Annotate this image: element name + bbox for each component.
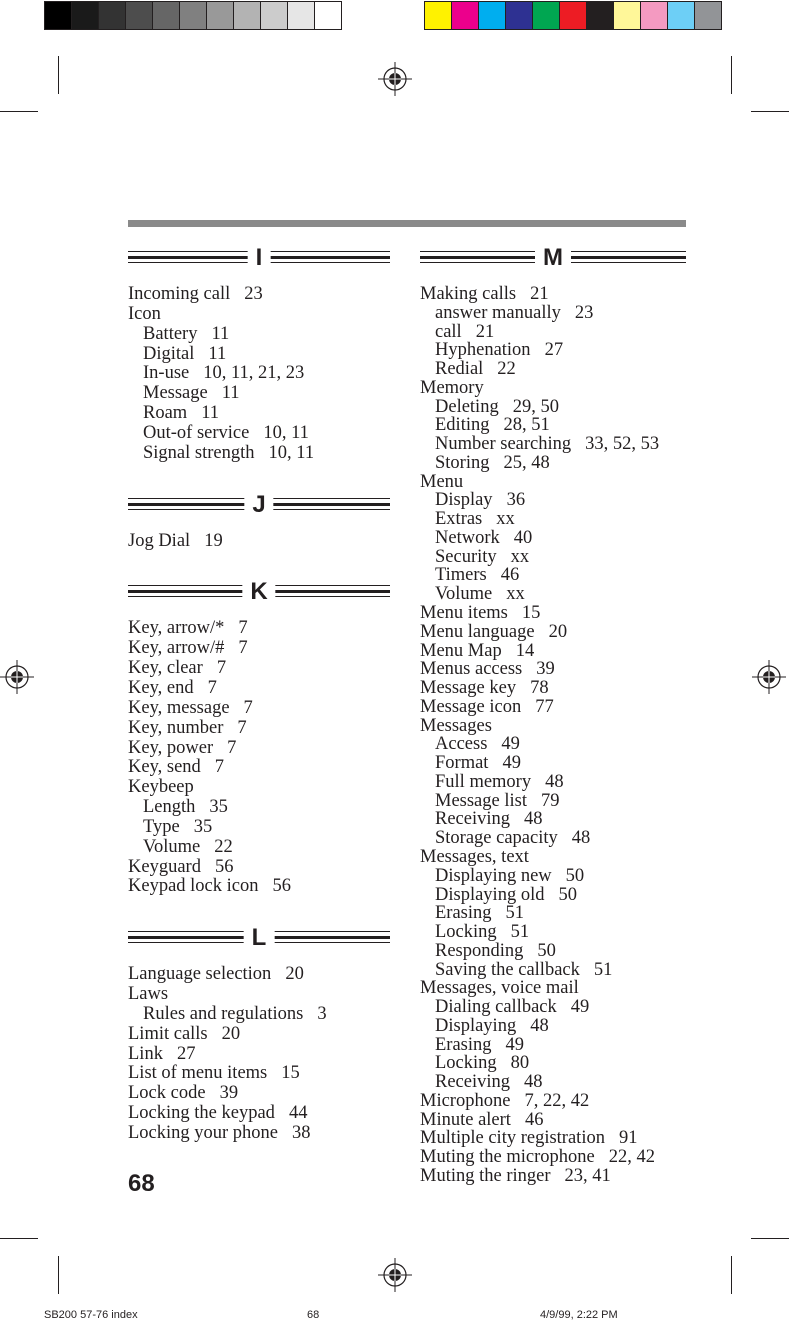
index-subentry — [420, 1017, 686, 1036]
index-subentry — [128, 444, 390, 464]
page-reference: 39 — [536, 659, 555, 680]
page-reference: xx — [506, 584, 525, 605]
color-swatch — [153, 2, 180, 29]
index-subentry — [420, 435, 686, 454]
page-reference: 27 — [176, 1043, 196, 1064]
index-term: Erasing — [435, 1034, 492, 1055]
index-entry — [128, 699, 390, 719]
index-entry — [128, 1025, 390, 1045]
index-subentry — [420, 829, 686, 848]
index-subentry — [128, 345, 390, 365]
crop-mark — [0, 111, 38, 112]
index-term: Muting the ringer — [420, 1165, 551, 1186]
index-term: Key, send — [128, 757, 201, 778]
index-entry — [128, 679, 390, 699]
index-term: Language selection — [128, 964, 272, 985]
page-reference: 44 — [288, 1103, 308, 1124]
index-subentry — [420, 735, 686, 754]
index-subentry — [420, 867, 686, 886]
index-subentry — [128, 384, 390, 404]
index-term: Volume — [143, 836, 201, 857]
color-swatch — [99, 2, 126, 29]
index-entry — [128, 305, 390, 325]
page-reference: 3 — [317, 1003, 327, 1024]
index-subentry — [420, 886, 686, 905]
index-entry — [420, 1129, 686, 1148]
page-reference: 25, 48 — [503, 452, 550, 473]
page-reference: 48 — [571, 828, 591, 849]
index-term: Key, clear — [128, 658, 203, 679]
index-term: List of menu items — [128, 1063, 268, 1084]
section-letter: I — [248, 244, 271, 272]
index-term: Keypad lock icon — [128, 876, 259, 897]
index-entry — [420, 379, 686, 398]
index-entry — [420, 660, 686, 679]
index-entry — [128, 758, 390, 778]
index-term: Icon — [128, 303, 161, 324]
page-reference: 14 — [515, 640, 535, 661]
section-heading-l — [128, 925, 390, 953]
registration-mark-icon — [752, 660, 786, 694]
registration-mark-icon — [378, 1258, 412, 1292]
page-reference: 10, 11, 21, 23 — [203, 363, 305, 384]
page-reference: 49 — [501, 734, 520, 755]
index-term: Length — [143, 797, 196, 818]
section-letter: J — [244, 491, 273, 519]
page-reference: 7, 22, 42 — [524, 1090, 590, 1111]
page-reference: 11 — [208, 343, 227, 364]
index-entry — [420, 698, 686, 717]
index-term: Lock code — [128, 1083, 206, 1104]
index-subentry — [128, 364, 390, 384]
page-reference: 15 — [281, 1063, 300, 1084]
index-term: Digital — [143, 343, 195, 364]
index-term: Messages, text — [420, 846, 529, 867]
page-reference: 7 — [207, 677, 217, 698]
page-reference: 78 — [530, 678, 549, 699]
index-term: answer manually — [435, 302, 561, 323]
section-heading-k — [128, 579, 390, 607]
page-reference: 28, 51 — [503, 415, 550, 436]
index-term: Rules and regulations — [143, 1003, 304, 1024]
index-entry — [420, 473, 686, 492]
index-entry — [420, 623, 686, 642]
index-term: Messages — [420, 715, 492, 736]
grayscale-calibration-bar — [44, 1, 342, 30]
footer-file: SB200 57-76 index — [44, 1309, 138, 1321]
index-subentry — [128, 1005, 390, 1025]
index-term: Editing — [435, 415, 490, 436]
index-entry — [420, 679, 686, 698]
index-term: Muting the microphone — [420, 1147, 595, 1168]
page-reference: 77 — [535, 696, 554, 717]
index-subentry — [128, 424, 390, 444]
page-reference: 10, 11 — [263, 422, 309, 443]
page-reference: 50 — [565, 865, 585, 886]
index-term: Menu Map — [420, 640, 502, 661]
page-reference: 79 — [540, 790, 560, 811]
page-reference: 11 — [201, 403, 220, 424]
page-reference: 23 — [574, 302, 594, 323]
page-reference: 36 — [506, 490, 526, 511]
page-reference: 19 — [204, 530, 223, 551]
page-reference: 22 — [497, 359, 516, 380]
page-reference: 49 — [502, 753, 521, 774]
index-term: Display — [435, 490, 493, 511]
index-entry — [128, 858, 390, 878]
page-reference: 7 — [227, 737, 237, 758]
index-entry — [128, 1084, 390, 1104]
color-swatch — [614, 2, 641, 29]
index-entry — [128, 1045, 390, 1065]
index-entry — [420, 979, 686, 998]
page-reference: 49 — [570, 997, 590, 1018]
page-reference: 48 — [524, 1072, 543, 1093]
section-heading-i — [128, 245, 390, 273]
index-term: Keybeep — [128, 777, 194, 798]
page-reference: 15 — [521, 603, 541, 624]
index-subentry — [128, 798, 390, 818]
section-letter: L — [244, 924, 275, 952]
index-term: Deleting — [435, 396, 499, 417]
index-term: Receiving — [435, 1072, 511, 1093]
page-reference: 35 — [193, 816, 213, 837]
index-entry — [128, 1104, 390, 1124]
header-rule — [128, 220, 686, 227]
index-term: Displaying — [435, 1015, 517, 1036]
index-entry — [128, 985, 390, 1005]
index-term: Access — [435, 734, 488, 755]
index-subentry — [420, 754, 686, 773]
index-term: Key, arrow/# — [128, 638, 225, 659]
index-term: Key, message — [128, 697, 230, 718]
index-entry — [420, 717, 686, 736]
page-reference: 80 — [510, 1053, 530, 1074]
page-reference: 50 — [537, 940, 556, 961]
index-term: Displaying old — [435, 884, 545, 905]
index-term: Receiving — [435, 809, 511, 830]
index-term: Hyphenation — [435, 340, 531, 361]
index-term: Volume — [435, 584, 493, 605]
index-subentry — [420, 585, 686, 604]
page-reference: 33, 52, 53 — [585, 434, 660, 455]
index-subentry — [420, 792, 686, 811]
index-term: Storage capacity — [435, 828, 558, 849]
page-reference: 7 — [238, 638, 248, 659]
color-swatch — [506, 2, 533, 29]
page-reference: xx — [496, 509, 515, 530]
index-term: Jog Dial — [128, 530, 191, 551]
index-term: Menu — [420, 471, 464, 492]
index-entry — [128, 778, 390, 798]
index-term: Roam — [143, 403, 188, 424]
footer-page: 68 — [307, 1309, 320, 1321]
color-swatch — [234, 2, 261, 29]
index-list-i — [128, 285, 390, 464]
section-letter: M — [535, 244, 571, 272]
page-reference: 7 — [238, 618, 248, 639]
page-reference: 22, 42 — [608, 1147, 655, 1168]
page-reference: 11 — [221, 383, 240, 404]
index-entry — [128, 739, 390, 759]
page-reference: 29, 50 — [512, 396, 559, 417]
index-subentry — [420, 510, 686, 529]
index-term: Responding — [435, 940, 524, 961]
index-term: Message list — [435, 790, 527, 811]
index-term: Minute alert — [420, 1109, 511, 1130]
index-subentry — [420, 904, 686, 923]
index-subentry — [420, 360, 686, 379]
color-swatch — [72, 2, 99, 29]
index-term: Multiple city registration — [420, 1128, 605, 1149]
index-entry — [128, 619, 390, 639]
crop-mark — [0, 1238, 38, 1239]
crop-mark — [731, 56, 732, 94]
index-term: Message key — [420, 678, 517, 699]
index-term: Storing — [435, 452, 490, 473]
index-term: Key, end — [128, 677, 194, 698]
index-entry — [128, 285, 390, 305]
index-entry — [420, 604, 686, 623]
section-heading-m — [420, 245, 686, 273]
index-term: Locking — [435, 1053, 497, 1074]
page-reference: 22 — [214, 836, 233, 857]
index-subentry — [420, 1054, 686, 1073]
index-entry — [128, 1124, 390, 1144]
page-reference: 50 — [558, 884, 577, 905]
index-subentry — [420, 454, 686, 473]
index-subentry — [420, 810, 686, 829]
color-swatch — [587, 2, 614, 29]
index-subentry — [128, 818, 390, 838]
index-subentry — [420, 398, 686, 417]
page-reference: 51 — [593, 959, 613, 980]
index-term: Memory — [420, 377, 484, 398]
page-reference: 20 — [221, 1023, 241, 1044]
index-entry — [128, 1064, 390, 1084]
index-entry — [128, 659, 390, 679]
index-entry — [420, 1167, 686, 1186]
index-entry — [128, 965, 390, 985]
index-term: Extras — [435, 509, 483, 530]
color-swatch — [126, 2, 153, 29]
page-reference: xx — [510, 546, 530, 567]
index-entry — [420, 1092, 686, 1111]
index-column-right — [420, 245, 686, 1186]
page-reference: 21 — [530, 284, 549, 304]
index-subentry — [128, 404, 390, 424]
index-term: Locking your phone — [128, 1123, 279, 1143]
color-swatch — [315, 2, 341, 29]
page-reference: 7 — [243, 697, 253, 718]
page-reference: 48 — [524, 809, 543, 830]
index-term: Microphone — [420, 1090, 511, 1111]
section-letter: K — [242, 578, 275, 606]
index-term: Locking the keypad — [128, 1103, 275, 1124]
color-swatch — [695, 2, 721, 29]
index-term: Type — [143, 816, 180, 837]
index-term: Battery — [143, 323, 198, 344]
footer-timestamp: 4/9/99, 2:22 PM — [540, 1309, 618, 1321]
crop-mark — [58, 1256, 59, 1294]
registration-mark-icon — [0, 660, 34, 694]
index-term: Message — [143, 383, 208, 404]
color-swatch — [560, 2, 587, 29]
crop-mark — [751, 111, 789, 112]
index-term: Link — [128, 1043, 163, 1064]
index-list-j — [128, 532, 390, 552]
color-swatch — [668, 2, 695, 29]
index-entry — [420, 642, 686, 661]
page-reference: 11 — [211, 323, 230, 344]
index-subentry — [128, 325, 390, 345]
index-subentry — [420, 323, 686, 342]
color-swatch — [641, 2, 668, 29]
index-term: Security — [435, 546, 497, 567]
index-term: Making calls — [420, 284, 517, 304]
index-term: Messages, voice mail — [420, 978, 579, 999]
page-reference: 91 — [618, 1128, 638, 1149]
index-term: Signal strength — [143, 442, 255, 463]
index-list-m — [420, 285, 686, 1186]
color-calibration-bar — [424, 1, 722, 30]
index-term: Incoming call — [128, 284, 231, 304]
index-entry — [420, 848, 686, 867]
index-subentry — [420, 416, 686, 435]
index-subentry — [420, 942, 686, 961]
index-term: call — [435, 321, 462, 342]
index-subentry — [420, 341, 686, 360]
page-number: 68 — [128, 1170, 155, 1197]
page-reference: 20 — [285, 964, 304, 985]
index-entry — [128, 719, 390, 739]
page-reference: 48 — [545, 771, 564, 792]
index-term: Message icon — [420, 696, 522, 717]
index-term: Key, arrow/* — [128, 618, 225, 639]
index-term: Laws — [128, 984, 169, 1005]
index-subentry — [420, 961, 686, 980]
color-swatch — [452, 2, 479, 29]
index-subentry — [420, 1073, 686, 1092]
page-reference: 46 — [500, 565, 520, 586]
index-term: Locking — [435, 922, 497, 943]
page-reference: 35 — [209, 797, 228, 818]
page-reference: 46 — [524, 1109, 544, 1130]
index-term: Menus access — [420, 659, 523, 680]
index-subentry — [420, 923, 686, 942]
page-reference: 7 — [216, 658, 227, 679]
index-subentry — [420, 548, 686, 567]
page-reference: 48 — [530, 1015, 549, 1036]
index-term: Keyguard — [128, 856, 201, 877]
index-term: Displaying new — [435, 865, 552, 886]
page-reference: 56 — [214, 856, 234, 877]
page-reference: 38 — [292, 1123, 311, 1143]
color-swatch — [533, 2, 560, 29]
index-term: Redial — [435, 359, 484, 380]
index-subentry — [420, 773, 686, 792]
index-subentry — [420, 1036, 686, 1055]
index-entry — [128, 532, 390, 552]
registration-mark-icon — [378, 62, 412, 96]
color-swatch — [207, 2, 234, 29]
index-term: Format — [435, 753, 489, 774]
index-column-left — [128, 245, 390, 1144]
crop-mark — [58, 56, 59, 94]
index-term: Menu items — [420, 603, 508, 624]
index-list-l — [128, 965, 390, 1144]
index-subentry — [420, 566, 686, 585]
page-reference: 10, 11 — [268, 442, 315, 463]
index-term: Out-of service — [143, 422, 250, 443]
page-reference: 7 — [214, 757, 225, 778]
index-subentry — [128, 838, 390, 858]
index-list-k — [128, 619, 390, 897]
page-reference: 23, 41 — [564, 1165, 611, 1186]
index-term: Full memory — [435, 771, 532, 792]
page-reference: 51 — [505, 903, 525, 924]
index-term: Network — [435, 527, 500, 548]
index-term: Dialing callback — [435, 997, 557, 1018]
index-term: Limit calls — [128, 1023, 208, 1044]
page-reference: 39 — [219, 1083, 239, 1104]
index-term: Erasing — [435, 903, 492, 924]
index-term: Saving the callback — [435, 959, 580, 980]
color-swatch — [425, 2, 452, 29]
index-subentry — [420, 998, 686, 1017]
color-swatch — [479, 2, 506, 29]
page-reference: 51 — [510, 922, 530, 943]
color-swatch — [45, 2, 72, 29]
index-subentry — [420, 491, 686, 510]
index-entry — [420, 1111, 686, 1130]
index-entry — [128, 877, 390, 897]
color-swatch — [288, 2, 315, 29]
page-reference: 21 — [475, 321, 495, 342]
index-term: Key, number — [128, 717, 224, 738]
color-swatch — [261, 2, 288, 29]
index-subentry — [420, 529, 686, 548]
section-heading-j — [128, 492, 390, 520]
index-entry — [420, 285, 686, 304]
index-term: Key, power — [128, 737, 214, 758]
index-subentry — [420, 304, 686, 323]
index-term: Menu language — [420, 621, 535, 642]
index-entry — [420, 1148, 686, 1167]
index-term: Timers — [435, 565, 487, 586]
page-reference: 23 — [244, 284, 263, 304]
index-term: In-use — [143, 363, 190, 384]
color-swatch — [180, 2, 207, 29]
crop-mark — [731, 1256, 732, 1294]
page-reference: 40 — [513, 527, 533, 548]
page-reference: 7 — [237, 717, 247, 738]
index-entry — [128, 639, 390, 659]
page-reference: 56 — [272, 876, 291, 897]
crop-mark — [751, 1238, 789, 1239]
page-reference: 20 — [548, 621, 568, 642]
index-term: Number searching — [435, 434, 572, 455]
page-reference: 27 — [544, 340, 564, 361]
page-reference: 49 — [505, 1034, 525, 1055]
